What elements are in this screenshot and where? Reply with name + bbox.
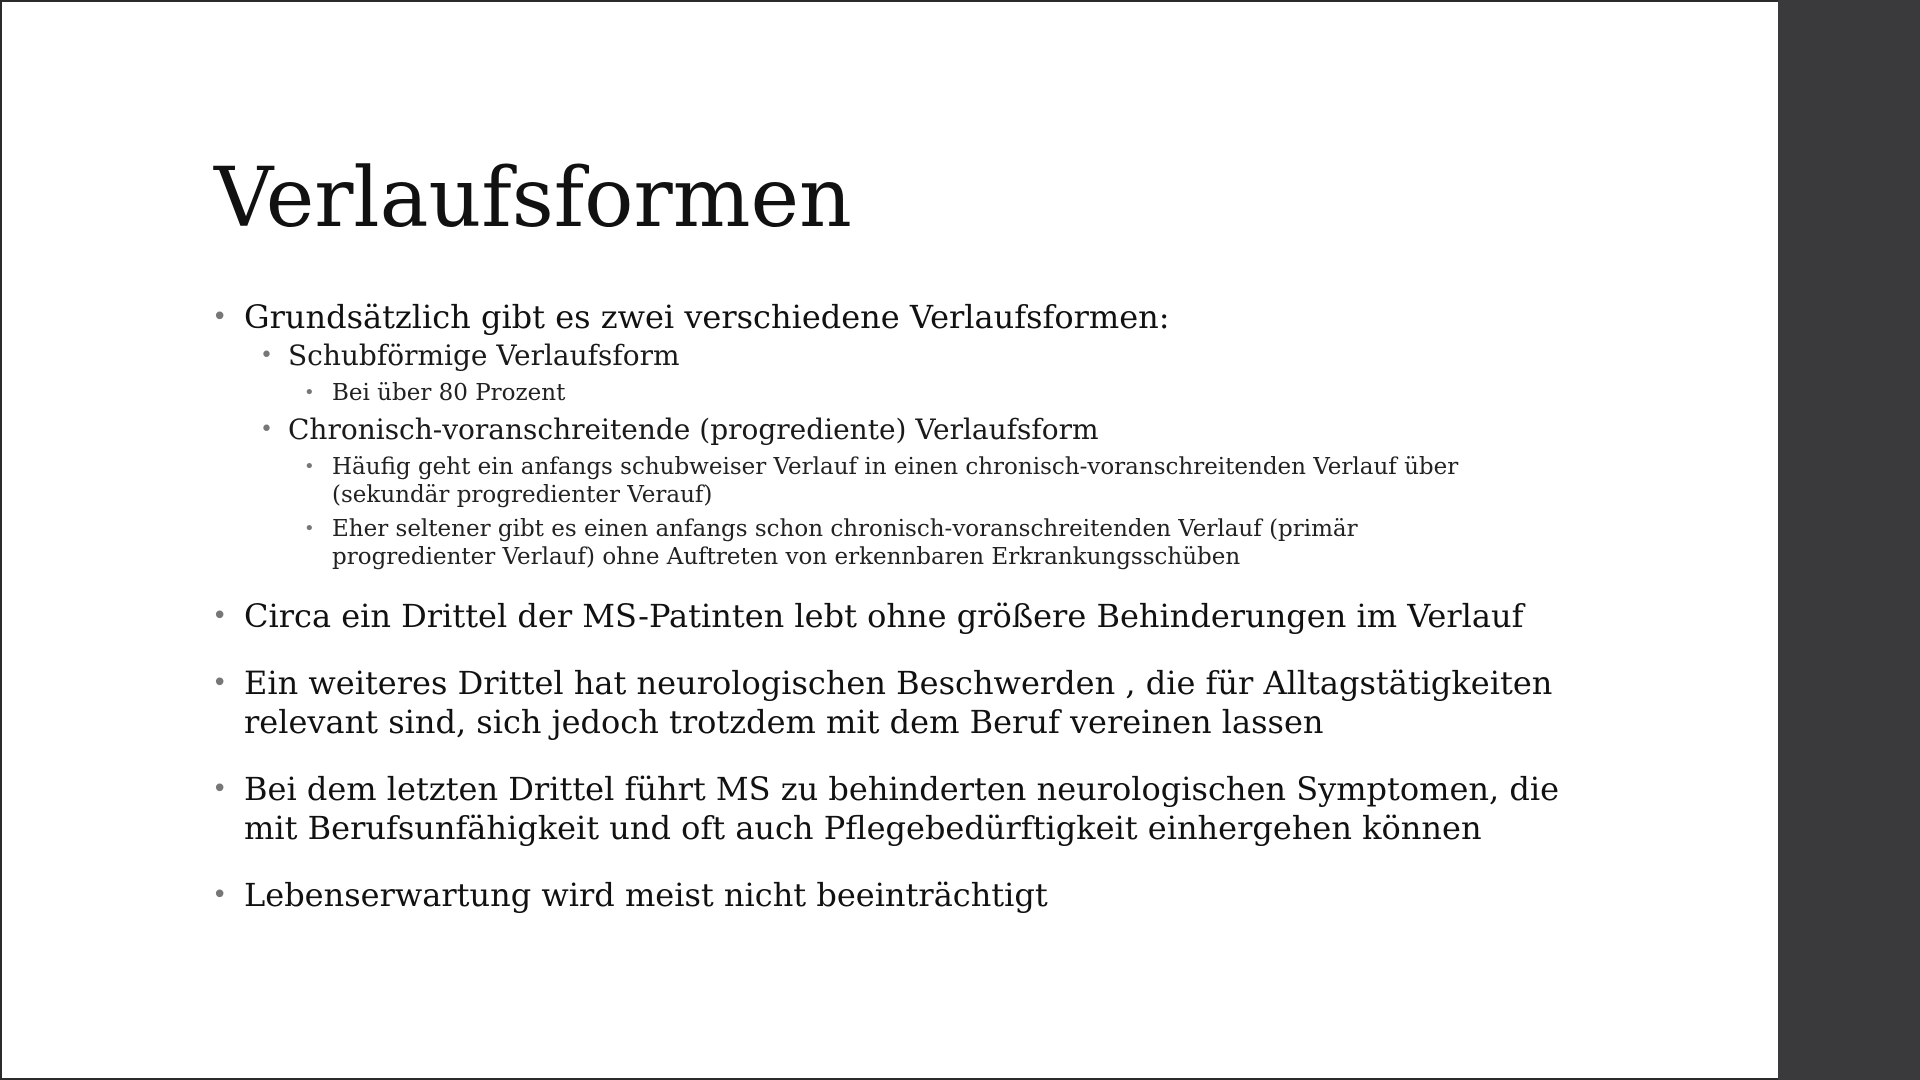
bullet-text: Grundsätzlich gibt es zwei verschiedene Verlaufsformen:: [244, 298, 1170, 336]
bullet-item: [212, 597, 1592, 636]
sub-sub-bullet-item: [288, 515, 1412, 571]
bullet-icon: •: [304, 456, 315, 477]
bullet-icon: •: [260, 417, 273, 442]
bullet-icon: •: [304, 382, 315, 403]
bullet-icon: •: [212, 601, 228, 631]
bullet-icon: •: [260, 343, 273, 368]
sub-sub-bullet-text: Bei über 80 Prozent: [332, 380, 566, 406]
bullet-list: [212, 298, 1592, 915]
sub-sub-bullet-list: [288, 379, 1592, 407]
sub-bullet-list: [244, 339, 1592, 571]
bullet-item: [212, 664, 1584, 742]
bullet-item: [212, 876, 1592, 915]
bullet-icon: •: [304, 518, 315, 539]
bullet-icon: •: [212, 774, 228, 804]
bullet-text: Ein weiteres Drittel hat neurologischen Beschwerden , die für Alltagstätigkeiten relevant sind, sich jedoch trotzdem mit dem Beruf vereinen lassen: [244, 664, 1553, 741]
bullet-item: [212, 298, 1592, 571]
sub-sub-bullet-text: Häufig geht ein anfangs schubweiser Verlauf in einen chronisch-voranschreitenden Verlauf über (sekundär progredienter Verauf): [332, 454, 1459, 508]
slide-content: [212, 298, 1592, 915]
sub-sub-bullet-text: Eher seltener gibt es einen anfangs schon chronisch-voranschreitenden Verlauf (primär progredienter Verlauf) ohne Auftreten von erkennbaren Erkrankungsschüben: [332, 516, 1358, 570]
sub-bullet-item: [244, 339, 1592, 407]
bullet-text: Lebenserwartung wird meist nicht beeinträchtigt: [244, 876, 1048, 914]
side-bar: [1778, 0, 1920, 1080]
bullet-text: Circa ein Drittel der MS-Patinten lebt ohne größere Behinderungen im Verlauf: [244, 597, 1524, 635]
slide-title: Verlaufsformen: [214, 151, 852, 246]
bullet-icon: •: [212, 880, 228, 910]
sub-sub-bullet-item: [288, 453, 1532, 509]
sub-sub-bullet-list: [288, 453, 1592, 571]
bullet-icon: •: [212, 302, 228, 332]
bullet-item: [212, 770, 1584, 848]
sub-sub-bullet-item: [288, 379, 1592, 407]
bullet-text: Bei dem letzten Drittel führt MS zu behinderten neurologischen Symptomen, die mit Berufsunfähigkeit und oft auch Pflegebedürftigkeit einhergehen können: [244, 770, 1560, 847]
sub-bullet-text: Chronisch-voranschreitende (progrediente) Verlaufsform: [288, 413, 1099, 446]
sub-bullet-text: Schubförmige Verlaufsform: [288, 339, 680, 372]
sub-bullet-item: [244, 413, 1592, 571]
bullet-icon: •: [212, 668, 228, 698]
